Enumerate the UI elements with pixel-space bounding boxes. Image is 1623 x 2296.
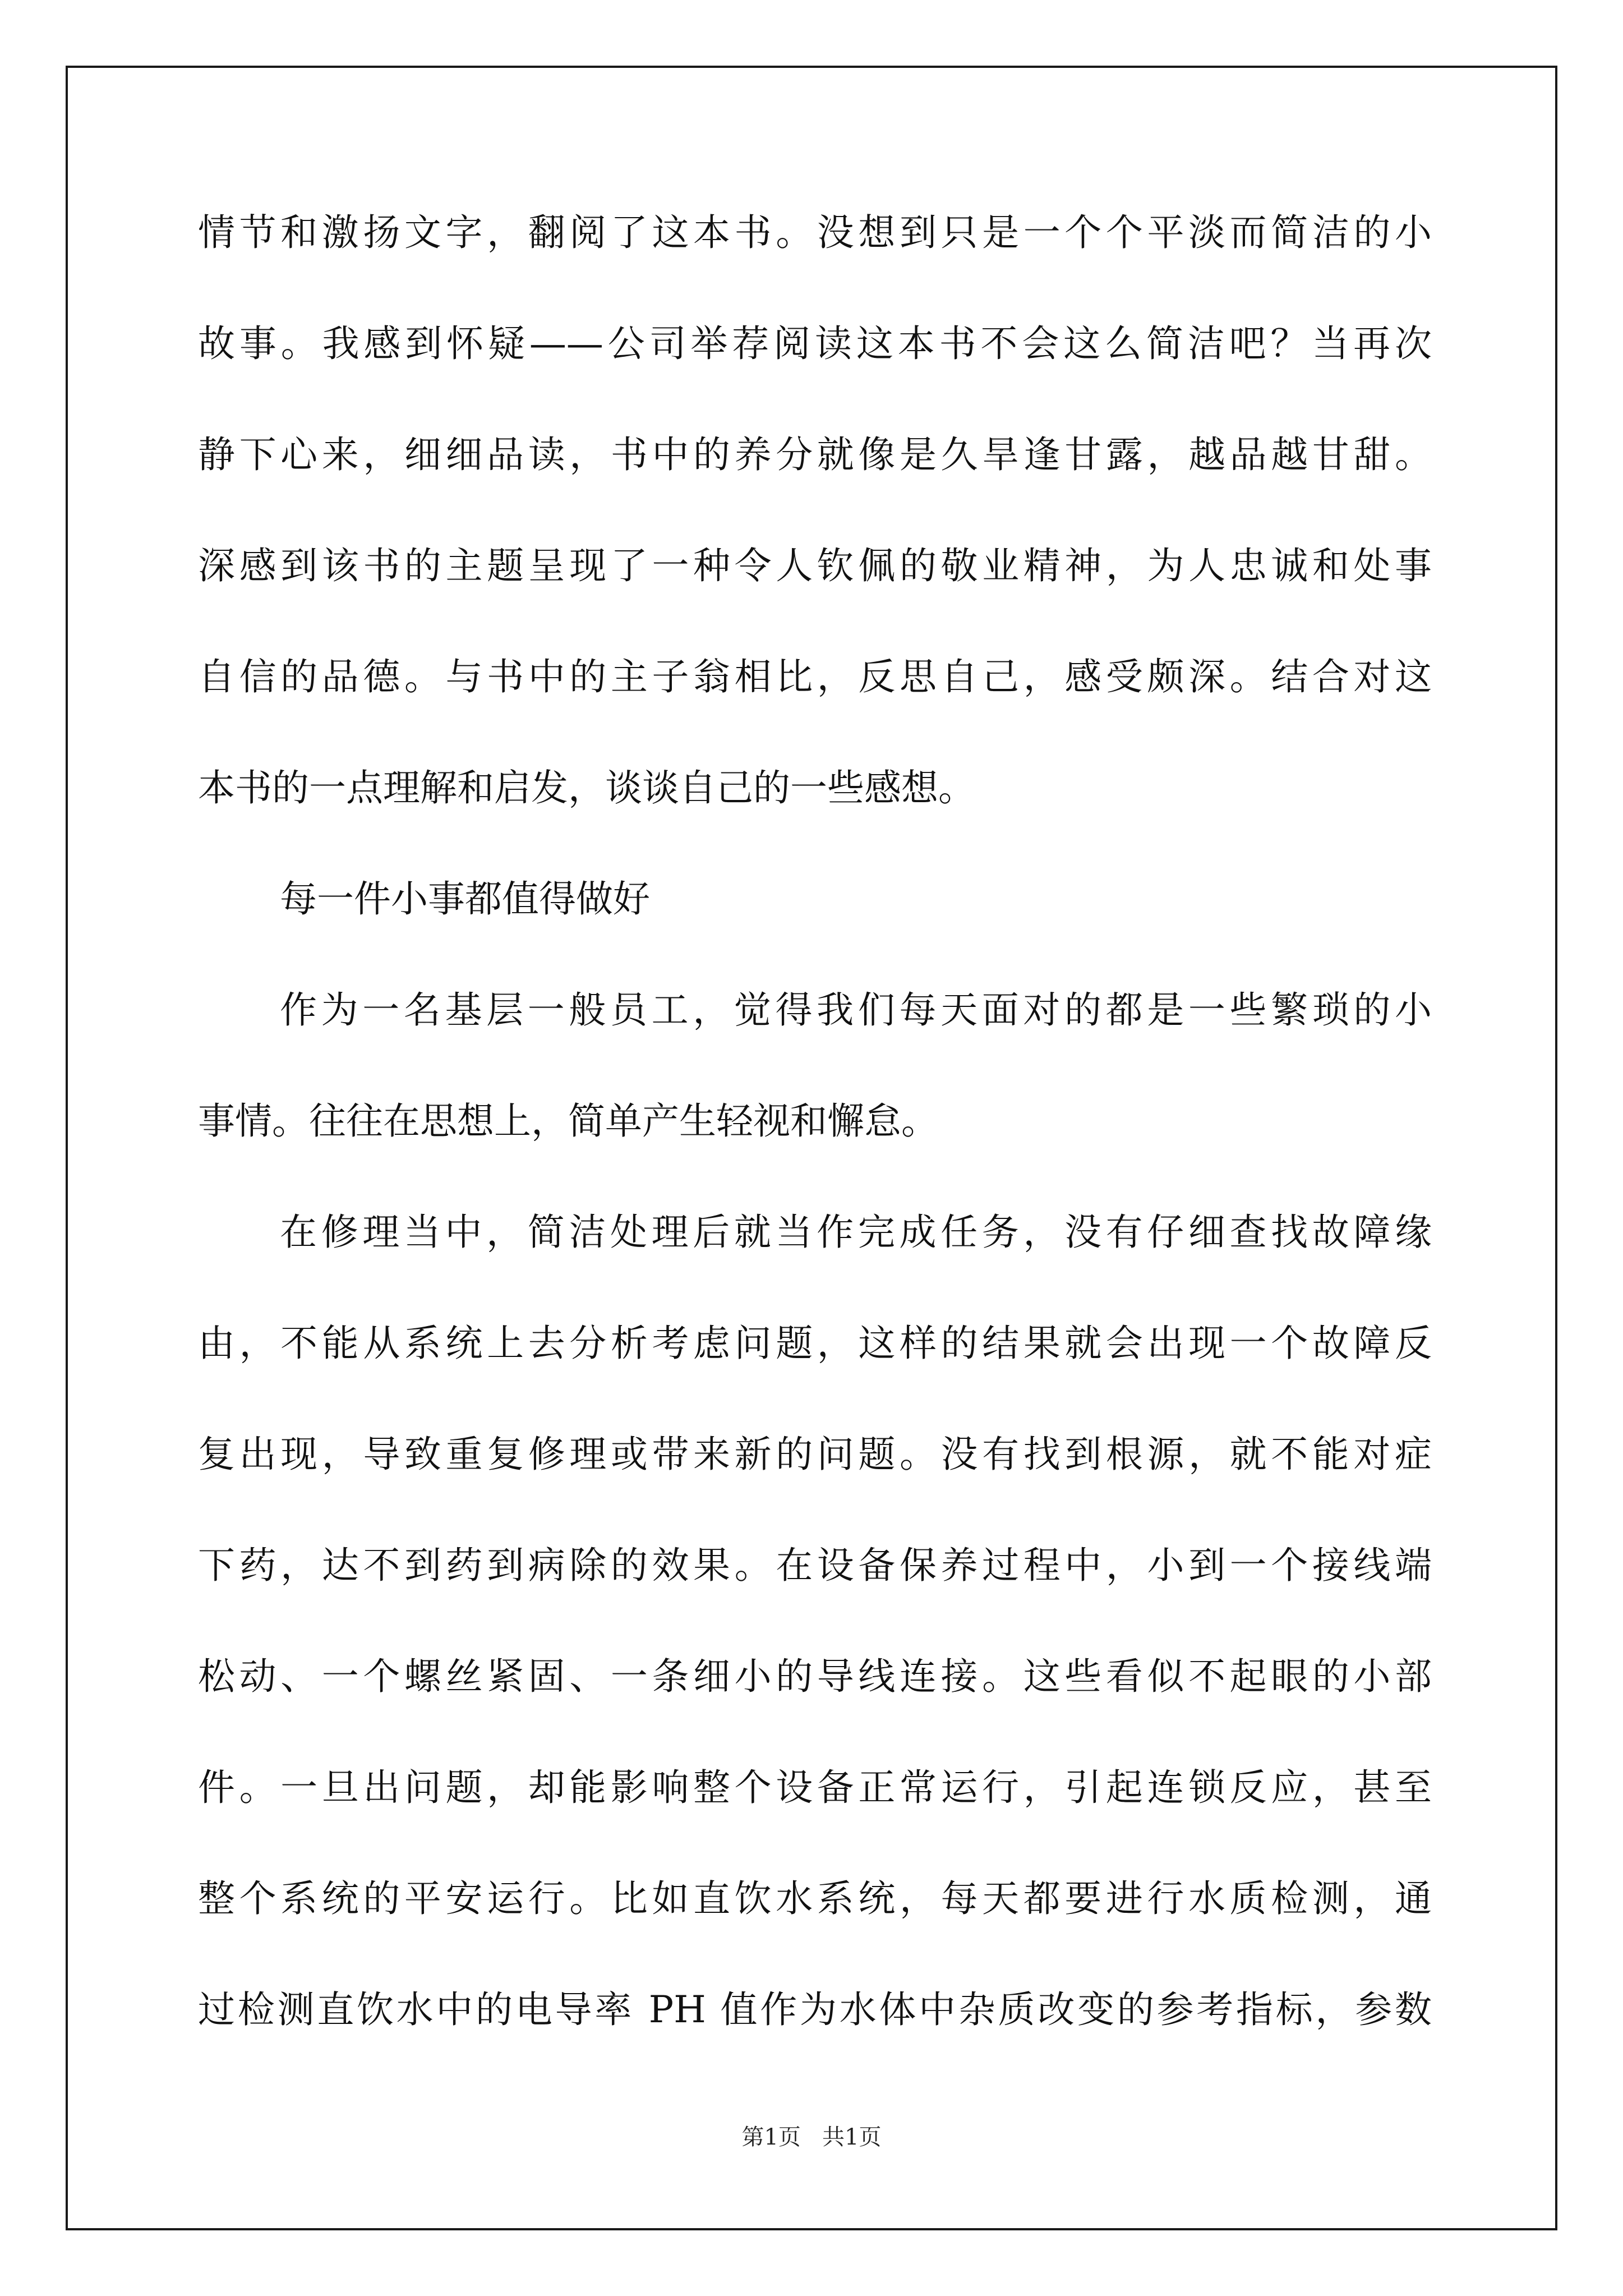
document-body <box>198 213 1432 2101</box>
section-heading: 每一件小事都值得做好 <box>280 877 650 921</box>
body-line: 件。一旦出问题，却能影响整个设备正常运行，引起连锁反应，甚至 <box>198 1766 1432 1809</box>
body-line: 深感到该书的主题呈现了一种令人钦佩的敬业精神，为人忠诚和处事 <box>198 544 1432 587</box>
body-line: 自信的品德。与书中的主子翁相比，反思自己，感受颇深。结合对这 <box>198 655 1432 698</box>
body-line: 过检测直饮水中的电导率 PH 值作为水体中杂质改变的参考指标，参数 <box>198 1988 1432 2031</box>
body-line: 由，不能从系统上去分析考虑问题，这样的结果就会出现一个故障反 <box>198 1322 1432 1365</box>
body-line: 作为一名基层一般员工，觉得我们每天面对的都是一些繁琐的小 <box>280 988 1432 1032</box>
body-line: 静下心来，细细品读，书中的养分就像是久旱逢甘露，越品越甘甜。 <box>198 433 1432 476</box>
body-line: 松动、一个螺丝紧固、一条细小的导线连接。这些看似不起眼的小部 <box>198 1655 1432 1698</box>
page-footer: 第1页 共1页 <box>741 2124 882 2150</box>
body-line: 下药，达不到药到病除的效果。在设备保养过程中，小到一个接线端 <box>198 1544 1432 1587</box>
body-line: 情节和激扬文字，翻阅了这本书。没想到只是一个个平淡而简洁的小 <box>198 211 1432 254</box>
body-line: 复出现，导致重复修理或带来新的问题。没有找到根源，就不能对症 <box>198 1433 1432 1476</box>
body-line: 整个系统的平安运行。比如直饮水系统，每天都要进行水质检测，通 <box>198 1877 1432 1920</box>
body-line: 本书的一点理解和启发，谈谈自己的一些感想。 <box>198 766 975 809</box>
body-line: 故事。我感到怀疑——公司举荐阅读这本书不会这么简洁吧？当再次 <box>198 322 1432 365</box>
body-line: 事情。往往在思想上，简单产生轻视和懈怠。 <box>198 1099 938 1143</box>
body-line: 在修理当中，简洁处理后就当作完成任务，没有仔细查找故障缘 <box>280 1211 1432 1254</box>
